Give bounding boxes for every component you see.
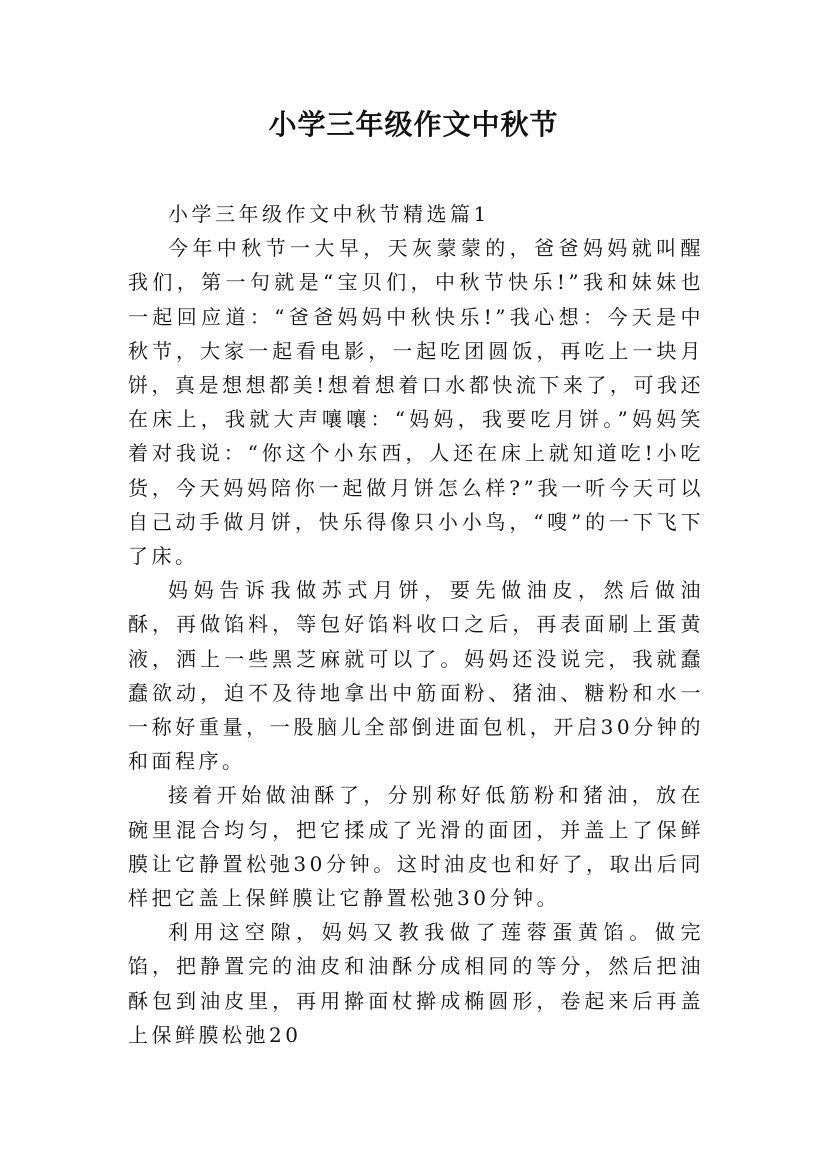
section-heading: 小学三年级作文中秋节精选篇1 xyxy=(168,202,490,226)
paragraph-2: 妈妈告诉我做苏式月饼，要先做油皮，然后做油酥，再做馅料，等包好馅料收口之后，再表面刷上蛋黄液，洒上一些黑芝麻就可以了。妈妈还没说完，我就蠢蠢欲动，迫不及待地拿出中筋面粉、猪油、糖粉和水一一称好重量，一股脑儿全部倒进面包机，开启30分钟的和面程序。 xyxy=(128,578,704,774)
paragraph-4: 利用这空隙，妈妈又教我做了莲蓉蛋黄馅。做完馅，把静置完的油皮和油酥分成相同的等分，然后把油酥包到油皮里，再用擀面杖擀成椭圆形，卷起来后再盖上保鲜膜松弛20 xyxy=(128,920,704,1047)
paragraph-3: 接着开始做油酥了，分别称好低筋粉和猪油，放在碗里混合均匀，把它揉成了光滑的面团，并盖上了保鲜膜让它静置松弛30分钟。这时油皮也和好了，取出后同样把它盖上保鲜膜让它静置松弛30分钟。 xyxy=(128,783,704,911)
document-body xyxy=(128,197,704,1052)
document-title: 小学三年级作文中秋节 xyxy=(268,108,559,141)
paragraph-1: 今年中秋节一大早，天灰蒙蒙的，爸爸妈妈就叫醒我们，第一句就是“宝贝们，中秋节快乐!”我和妹妹也一起回应道：“爸爸妈妈中秋快乐!”我心想：今天是中秋节，大家一起看电影，一起吃团圆饭，再吃上一块月饼，真是想想都美!想着想着口水都快流下来了，可我还在床上，我就大声嚷嚷：“妈妈，我要吃月饼。”妈妈笑着对我说：“你这个小东西，人还在床上就知道吃!小吃货，今天妈妈陪你一起做月饼怎么样?”我一听今天可以自己动手做月饼，快乐得像只小小鸟，“嗖”的一下飞下了床。 xyxy=(128,236,704,569)
